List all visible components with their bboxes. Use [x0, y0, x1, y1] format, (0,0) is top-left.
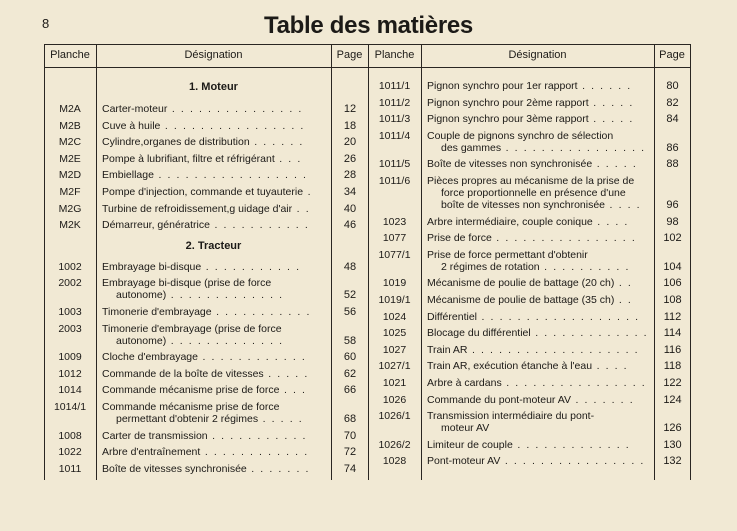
- designation-line: [102, 401, 279, 413]
- designation: [102, 323, 328, 347]
- dot-leader: . . . . . . . . . . . .: [200, 446, 309, 459]
- dot-leader: . . . . . . . . . . . . . . . .: [500, 455, 645, 468]
- designation: [427, 311, 653, 323]
- designation: [427, 377, 653, 389]
- designation-line: [102, 384, 307, 396]
- col-divider: [96, 44, 97, 480]
- designation-line: [427, 261, 630, 273]
- designation-line-text: Démarreur, génératrice: [102, 219, 210, 232]
- dot-leader: . . . . .: [592, 158, 638, 171]
- designation-line-text: des gammes: [441, 141, 502, 154]
- designation-line: [102, 203, 310, 215]
- dot-leader: .: [303, 186, 313, 198]
- planche-code: 1008: [58, 429, 82, 442]
- planche-code: 1011/2: [378, 96, 411, 109]
- header-page-right: Page: [659, 49, 685, 61]
- designation-line: [102, 335, 284, 347]
- table-right-border: [690, 44, 691, 480]
- designation-line: [427, 113, 634, 125]
- page-ref: 48: [343, 260, 357, 273]
- page-ref: 40: [343, 202, 357, 215]
- designation-line: [102, 219, 309, 231]
- page-ref: 74: [343, 462, 357, 475]
- designation-line-text: Pompe à lubrifiant, filtre et réfrigérant: [102, 152, 275, 165]
- planche-code: 1014: [58, 384, 82, 397]
- dot-leader: . . . . . . . . . . . . .: [166, 289, 284, 302]
- page-ref: 70: [343, 429, 357, 442]
- page-ref: 46: [343, 219, 357, 232]
- designation: [102, 186, 328, 198]
- designation: [427, 360, 653, 372]
- header-designation-left: Désignation: [184, 49, 243, 61]
- designation-line: [102, 306, 311, 318]
- dot-leader: . . . . . . . . . . .: [201, 260, 301, 273]
- designation-line-text: Arbre intermédiaire, couple conique: [427, 215, 593, 228]
- header-designation-right: Désignation: [508, 49, 567, 61]
- designation-line: [427, 158, 637, 170]
- header-planche-left: Planche: [50, 49, 90, 61]
- dot-leader: . . . . . . . . . . . . . . . .: [491, 232, 637, 245]
- planche-code: 1014/1: [53, 401, 87, 413]
- planche-code: 1002: [58, 260, 82, 273]
- dot-leader: . . . . . . . . . . . . . . . .: [501, 377, 647, 389]
- page-ref: 108: [663, 294, 682, 306]
- designation-line-text: Limiteur de couple: [427, 438, 513, 451]
- designation-line-text: Prise de force: [427, 232, 492, 245]
- designation-line-text: Embiellage: [102, 169, 154, 182]
- designation-line-text: Cuve à huile: [102, 119, 161, 132]
- page-ref: 130: [663, 438, 682, 451]
- designation: [427, 294, 653, 306]
- designation-line-text: Commande mécanisme prise de force: [102, 401, 280, 413]
- page-ref: 132: [663, 455, 682, 468]
- planche-code: M2F: [59, 186, 81, 198]
- designation-line: [102, 289, 284, 301]
- dot-leader: . . . . . . . . . . . . .: [512, 438, 631, 451]
- designation-line: [102, 153, 302, 165]
- designation-line-text: Pignon synchro pour 2ème rapport: [427, 96, 589, 109]
- designation-line-text: Embrayage bi-disque: [102, 260, 202, 273]
- dot-leader: . . . . . . .: [570, 393, 635, 406]
- page-ref: 102: [663, 232, 682, 245]
- designation: [427, 130, 653, 154]
- designation-line: [102, 103, 303, 115]
- planche-code: 1011/4: [378, 129, 411, 142]
- planche-code: M2G: [58, 202, 82, 215]
- planche-code: 1019: [382, 277, 407, 290]
- page-ref: 12: [343, 103, 357, 115]
- page-ref: 112: [663, 310, 682, 323]
- page-ref: 28: [343, 169, 357, 182]
- designation-line-text: Timonerie d'embrayage (prise de force: [102, 322, 282, 335]
- designation: [102, 277, 328, 301]
- designation-line: [427, 97, 634, 109]
- page-ref: 72: [343, 446, 357, 459]
- planche-code: 1022: [58, 446, 82, 459]
- planche-code: M2B: [59, 119, 81, 132]
- designation: [102, 446, 328, 458]
- dot-leader: . . . . .: [588, 96, 634, 109]
- page-ref: 106: [663, 277, 682, 290]
- header-page-left: Page: [336, 49, 363, 61]
- page-ref: 62: [343, 367, 357, 380]
- designation-line: [427, 422, 489, 434]
- designation: [427, 158, 653, 170]
- designation: [102, 351, 328, 363]
- designation-line-text: Cylindre,organes de distribution: [102, 136, 250, 149]
- designation-line-text: Cloche d'embrayage: [102, 351, 198, 364]
- designation: [427, 394, 653, 406]
- designation-line-text: Commande de la boîte de vitesses: [102, 367, 264, 380]
- designation: [102, 368, 328, 380]
- dot-leader: . . . . . . . . . . . . . . . . . . .: [467, 343, 640, 356]
- designation-line-text: autonome): [116, 334, 167, 347]
- designation-line-text: Carter de transmission: [102, 429, 208, 442]
- designation-line: [102, 169, 308, 181]
- page-ref: 86: [666, 141, 679, 154]
- planche-code: 2002: [58, 277, 82, 290]
- dot-leader: . . . .: [605, 199, 642, 211]
- designation-line: [427, 187, 626, 199]
- designation-line: [102, 186, 312, 198]
- page-ref: 116: [663, 343, 682, 356]
- dot-leader: . . . . . . . . . .: [539, 260, 630, 273]
- page-ref: 98: [666, 215, 679, 228]
- designation-line-text: 2 régimes de rotation: [441, 260, 540, 273]
- designation-line: [427, 439, 630, 451]
- planche-code: 1021: [382, 377, 407, 389]
- designation: [102, 153, 328, 165]
- page-ref: 118: [663, 360, 682, 373]
- designation-line-text: Commande du pont-moteur AV: [427, 393, 571, 406]
- planche-code: 1028: [382, 455, 407, 468]
- planche-code: 1003: [58, 306, 82, 318]
- designation: [102, 169, 328, 181]
- col-divider: [421, 44, 422, 480]
- dot-leader: . . . .: [592, 360, 629, 373]
- designation-line-text: Prise de force permettant d'obtenir: [427, 248, 588, 261]
- page-number: 8: [42, 16, 50, 31]
- planche-code: 1011/6: [378, 175, 411, 187]
- planche-code: 1027/1: [378, 360, 411, 373]
- designation-line-text: Train AR, exécution étanche à l'eau: [427, 360, 593, 373]
- designation-line: [427, 360, 628, 372]
- designation-line: [102, 261, 301, 273]
- designation: [102, 103, 328, 115]
- designation: [102, 384, 328, 396]
- designation-line: [102, 277, 271, 289]
- page-ref: 20: [343, 136, 357, 149]
- designation: [427, 97, 653, 109]
- dot-leader: . . . . . . . . . . . . .: [166, 334, 284, 347]
- designation: [102, 401, 328, 425]
- designation-line-text: Timonerie d'embrayage: [102, 306, 212, 318]
- designation-line-text: Arbre à cardans: [427, 377, 502, 389]
- designation-line: [102, 446, 309, 458]
- section-title: 1. Moteur: [189, 81, 238, 93]
- designation: [427, 175, 653, 211]
- designation-line-text: Transmission intermédiaire du pont-: [427, 410, 595, 423]
- designation-line-text: Embrayage bi-disque (prise de force: [102, 277, 272, 290]
- dot-leader: . . . . . .: [577, 80, 632, 92]
- designation: [102, 463, 328, 475]
- designation-line: [427, 377, 646, 389]
- section-title: 2. Tracteur: [185, 239, 242, 252]
- page-ref: 66: [343, 384, 357, 397]
- designation: [427, 344, 653, 356]
- page-ref: 124: [663, 393, 682, 406]
- page-ref: 126: [663, 422, 682, 435]
- dot-leader: . . . . . . .: [246, 462, 310, 475]
- header-planche-right: Planche: [374, 49, 415, 61]
- page-ref: 82: [666, 96, 679, 109]
- designation-line-text: Boîte de vitesses synchronisée: [102, 462, 247, 475]
- planche-code: 1077/1: [378, 248, 411, 261]
- designation-line: [427, 142, 646, 154]
- planche-code: M2D: [58, 169, 82, 182]
- planche-code: 1025: [382, 327, 407, 340]
- page-ref: 26: [343, 152, 357, 165]
- designation-line-text: Pont-moteur AV: [427, 455, 501, 468]
- dot-leader: . . . . .: [588, 113, 634, 126]
- designation-line-text: Train AR: [427, 343, 468, 356]
- planche-code: M2K: [59, 219, 81, 232]
- designation-line: [427, 327, 648, 339]
- designation-line: [102, 136, 304, 148]
- page-ref: 88: [666, 158, 679, 171]
- designation: [427, 439, 653, 451]
- page-ref: 96: [666, 199, 679, 211]
- dot-leader: . . .: [274, 152, 302, 165]
- designation: [102, 306, 328, 318]
- planche-code: 1023: [382, 215, 407, 228]
- planche-code: 1011/3: [378, 113, 411, 126]
- dot-leader: . . .: [279, 384, 307, 397]
- designation-line-text: autonome): [116, 289, 167, 302]
- designation-line: [427, 80, 632, 92]
- designation: [102, 430, 328, 442]
- dot-leader: . . . . .: [258, 413, 304, 425]
- page-ref: 68: [343, 413, 357, 425]
- dot-leader: . .: [614, 294, 633, 306]
- designation: [427, 80, 653, 92]
- page-ref: 34: [343, 186, 357, 198]
- page-ref: 18: [343, 119, 357, 132]
- designation-line: [427, 175, 634, 187]
- designation-line: [102, 351, 306, 363]
- designation: [102, 261, 328, 273]
- designation: [427, 232, 653, 244]
- designation-line-text: Mécanisme de poulie de battage (35 ch): [427, 294, 615, 306]
- planche-code: 1011/1: [378, 80, 411, 92]
- dot-leader: . . . . . .: [249, 136, 304, 149]
- dot-leader: . . . . . . . . . . . . . . . .: [501, 141, 646, 154]
- page-ref: 114: [663, 327, 682, 340]
- planche-code: M2A: [59, 103, 81, 115]
- planche-code: 1027: [382, 343, 407, 356]
- designation-line-text: Commande mécanisme prise de force: [102, 384, 280, 397]
- dot-leader: . . . . . . . . . . . . . . . .: [160, 119, 305, 132]
- designation-line-text: Blocage du différentiel: [427, 327, 531, 340]
- designation-line-text: permettant d'obtenir 2 régimes: [116, 413, 259, 425]
- designation-line-text: Pignon synchro pour 3ème rapport: [427, 113, 589, 126]
- designation-line: [427, 216, 629, 228]
- designation-line-text: Pompe d'injection, commande et tuyauterie: [102, 186, 304, 198]
- dot-leader: . . . . . . . . . . . . .: [530, 327, 649, 340]
- dot-leader: . . . . . . . . . . . . . . . . . .: [477, 310, 640, 323]
- dot-leader: . . . . . . . . . . . . . . .: [167, 103, 303, 115]
- page-ref: 56: [343, 306, 357, 318]
- designation-line: [102, 323, 282, 335]
- designation-line-text: Arbre d'entraînement: [102, 446, 201, 459]
- planche-code: 1026: [382, 393, 407, 406]
- designation-line-text: Turbine de refroidissement,g uidage d'air: [102, 202, 293, 215]
- dot-leader: . . . . . . . . . . . . . . . . .: [153, 169, 308, 182]
- page-ref: 58: [343, 334, 357, 347]
- dot-leader: . . . . .: [263, 367, 309, 380]
- designation-line-text: Différentiel: [427, 310, 477, 323]
- designation-line-text: Carter-moteur: [102, 103, 168, 115]
- page-ref: 122: [663, 377, 682, 389]
- planche-code: 1077: [382, 232, 407, 245]
- designation: [427, 277, 653, 289]
- page-ref: 104: [663, 260, 682, 273]
- designation-line: [427, 277, 632, 289]
- planche-code: 1026/2: [378, 438, 411, 451]
- designation: [102, 203, 328, 215]
- designation-line: [427, 199, 641, 211]
- designation-line: [102, 463, 310, 475]
- designation: [427, 327, 653, 339]
- designation-line: [427, 249, 588, 261]
- designation-line-text: Mécanisme de poulie de battage (20 ch): [427, 277, 615, 290]
- planche-code: 1024: [382, 310, 407, 323]
- designation-line-text: boîte de vitesses non synchronisée: [441, 199, 606, 211]
- dot-leader: . .: [614, 277, 633, 290]
- designation-line: [427, 410, 594, 422]
- page-title: Table des matières: [264, 12, 473, 39]
- designation-line-text: Couple de pignons synchro de sélection: [427, 129, 614, 142]
- dot-leader: . . . . . . . . . . . .: [197, 351, 307, 364]
- planche-code: 1011: [58, 462, 82, 475]
- designation: [102, 219, 328, 231]
- designation: [102, 120, 328, 132]
- designation: [427, 113, 653, 125]
- planche-code: 1009: [58, 351, 82, 364]
- dot-leader: . . . .: [592, 215, 629, 228]
- designation: [427, 249, 653, 273]
- designation-line: [102, 368, 309, 380]
- planche-code: 1011/5: [378, 158, 411, 171]
- planche-code: M2C: [58, 136, 82, 149]
- designation-line: [427, 130, 613, 142]
- dot-leader: . .: [292, 202, 311, 215]
- page-ref: 80: [666, 80, 679, 92]
- designation-line-text: moteur AV: [441, 422, 490, 435]
- designation-line: [102, 430, 307, 442]
- page-ref: 60: [343, 351, 357, 364]
- designation-line-text: force proportionnelle en présence d'une: [441, 187, 626, 199]
- dot-leader: . . . . . . . . . . .: [209, 219, 310, 232]
- planche-code: 1019/1: [378, 294, 411, 306]
- designation-line: [427, 455, 645, 467]
- designation-line: [427, 232, 636, 244]
- page-ref: 52: [343, 289, 357, 302]
- designation-line: [427, 394, 634, 406]
- designation-line-text: Pignon synchro pour 1er rapport: [427, 80, 578, 92]
- dot-leader: . . . . . . . . . . .: [211, 306, 311, 318]
- planche-code: 2003: [58, 322, 82, 335]
- designation-line-text: Pièces propres au mécanisme de la prise de: [427, 175, 635, 187]
- planche-code: 1012: [58, 367, 82, 380]
- designation-line: [427, 294, 632, 306]
- designation: [427, 455, 653, 467]
- designation-line: [102, 413, 303, 425]
- designation-line: [102, 120, 305, 132]
- designation: [102, 136, 328, 148]
- designation-line: [427, 311, 640, 323]
- designation-line-text: Boîte de vitesses non synchronisée: [427, 158, 593, 171]
- page-ref: 84: [666, 113, 679, 126]
- planche-code: 1026/1: [378, 410, 411, 423]
- designation-line: [427, 344, 639, 356]
- dot-leader: . . . . . . . . . . .: [207, 429, 308, 442]
- designation: [427, 410, 653, 434]
- designation: [427, 216, 653, 228]
- toc-table: [44, 44, 691, 480]
- planche-code: M2E: [59, 152, 81, 165]
